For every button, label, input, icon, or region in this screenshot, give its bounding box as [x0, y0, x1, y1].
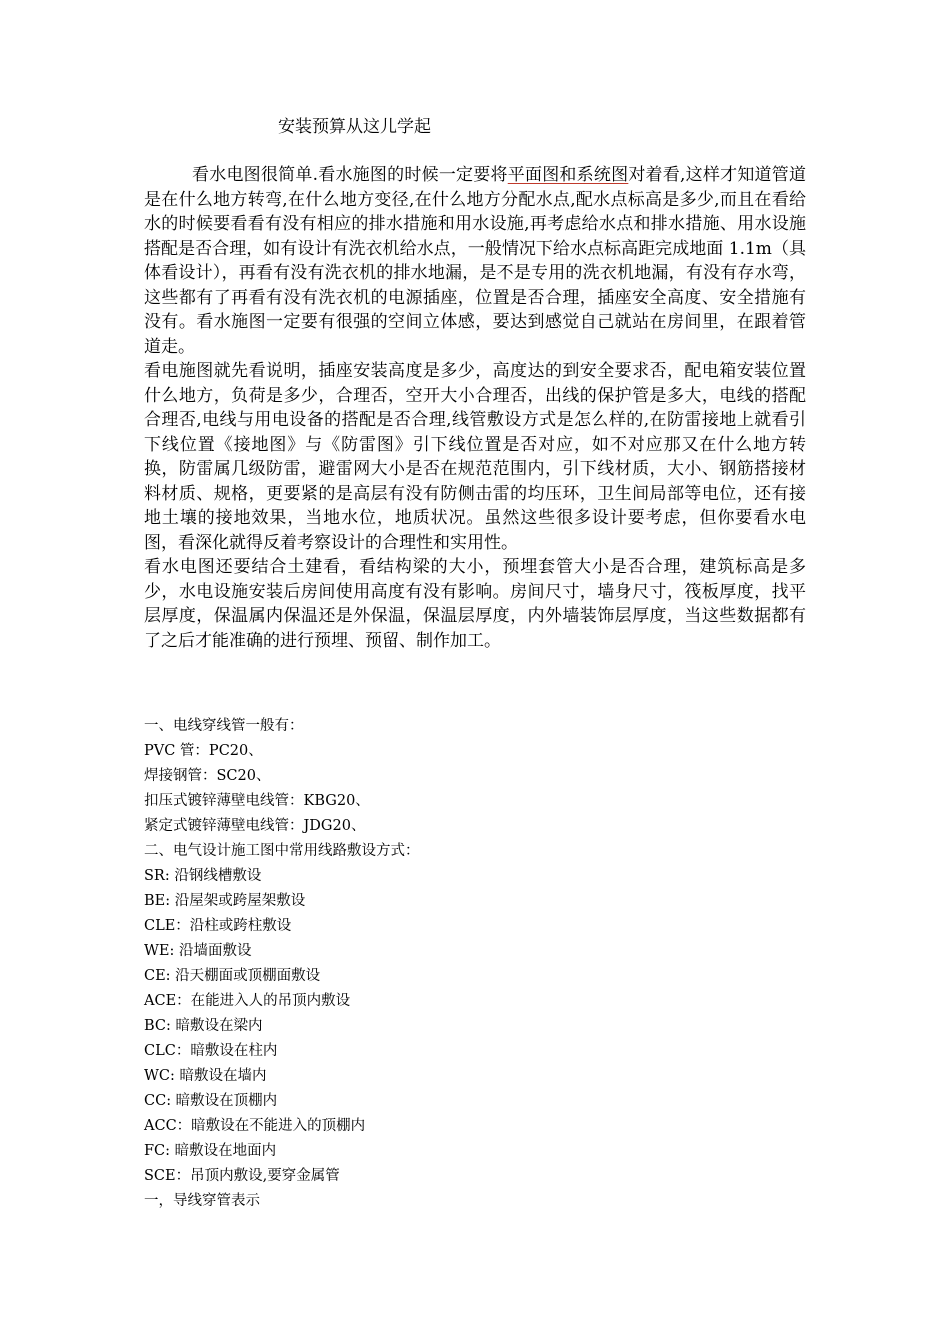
list-item: BC: 暗敷设在梁内 [144, 1018, 263, 1034]
paragraph-1-start: 看水电图很简单.看水施图的时候一定要将 [192, 165, 508, 185]
list-item: PVC 管：PC20、 [144, 743, 263, 759]
list-item: 焊接钢管：SC20、 [144, 768, 271, 784]
list-item: CE: 沿天棚面或顶棚面敷设 [144, 968, 321, 984]
list-item: 二、电气设计施工图中常用线路敷设方式： [144, 843, 420, 859]
list-item: WC: 暗敷设在墙内 [144, 1068, 267, 1084]
list-item: SCE：吊顶内敷设,要穿金属管 [144, 1168, 340, 1184]
body-text [144, 163, 806, 653]
list-item: WE: 沿墙面敷设 [144, 943, 252, 959]
paragraph-1-rest: 对着看,这样才知道管道是在什么地方转弯,在什么地方变径,在什么地方分配水点,配水点标高是多少,而且在看给水的时候要看看有没有相应的排水措施和用水设施,再考虑给水点和排水措施、用水设施搭配是否合理，如有设计有洗衣机给水点，一般情况下给水点标高距完成地面 1.1m（具体看设计），再看有没有洗衣机的排水地漏，是不是专用的洗衣机地漏，有没有存水弯，这些都有了再看有没有洗衣机的电源插座，位置是否合理，插座安全高度、安全措施有没有。看水施图一定要有很强的空间立体感，要达到感觉自己就站在房间里，在跟着管道走。 [144, 165, 807, 357]
list-item: CLC：暗敷设在柱内 [144, 1043, 278, 1059]
list-item: FC: 暗敷设在地面内 [144, 1143, 277, 1159]
list-item: CLE：沿柱或跨柱敷设 [144, 918, 292, 934]
list-item: 紧定式镀锌薄壁电线管：JDG20、 [144, 818, 366, 834]
wiring-list [144, 714, 764, 1214]
paragraph-civil-coordination: 看水电图还要结合土建看，看结构梁的大小，预埋套管大小是否合理，建筑标高是多少，水电设施安装后房间使用高度有没有影响。房间尺寸，墙身尺寸，筏板厚度，找平层厚度，保温属内保温还是外保温，保温层厚度，内外墙装饰层厚度，当这些数据都有了之后才能准确的进行预埋、预留、制作加工。 [144, 557, 806, 651]
underlined-phrase: 平面图和系统图 [507, 165, 629, 185]
document-title: 安装预算从这儿学起 [278, 117, 431, 137]
list-item: ACE：在能进入人的吊顶内敷设 [144, 993, 351, 1009]
list-item: SR: 沿钢线槽敷设 [144, 868, 262, 884]
paragraph-electrical-drawings: 看电施图就先看说明，插座安装高度是多少，高度达的到安全要求否，配电箱安装位置什么地方，负荷是多少，合理否，空开大小合理否，出线的保护管是多大，电线的搭配合理否,电线与用电设备的搭配是否合理,线管敷设方式是怎么样的,在防雷接地上就看引下线位置《接地图》与《防雷图》引下线位置是否对应，如不对应那又在什么地方转换，防雷属几级防雷，避雷网大小是否在规范范围内，引下线材质，大小、钢筋搭接材料材质、规格，更要紧的是高层有没有防侧击雷的均压环，卫生间局部等电位，还有接地土壤的接地效果，当地水位，地质状况。虽然这些很多设计要考虑，但你要看水电图，看深化就得反着考察设计的合理性和实用性。 [144, 361, 806, 553]
list-item: ACC：暗敷设在不能进入的顶棚内 [144, 1118, 366, 1134]
list-item: BE: 沿屋架或跨屋架敷设 [144, 893, 306, 909]
list-item: 扣压式镀锌薄壁电线管：KBG20、 [144, 793, 370, 809]
list-item: 一、电线穿线管一般有： [144, 718, 304, 734]
list-item: CC: 暗敷设在顶棚内 [144, 1093, 278, 1109]
list-item: 一，导线穿管表示 [144, 1193, 260, 1209]
paragraph-water-drawings [144, 163, 806, 359]
